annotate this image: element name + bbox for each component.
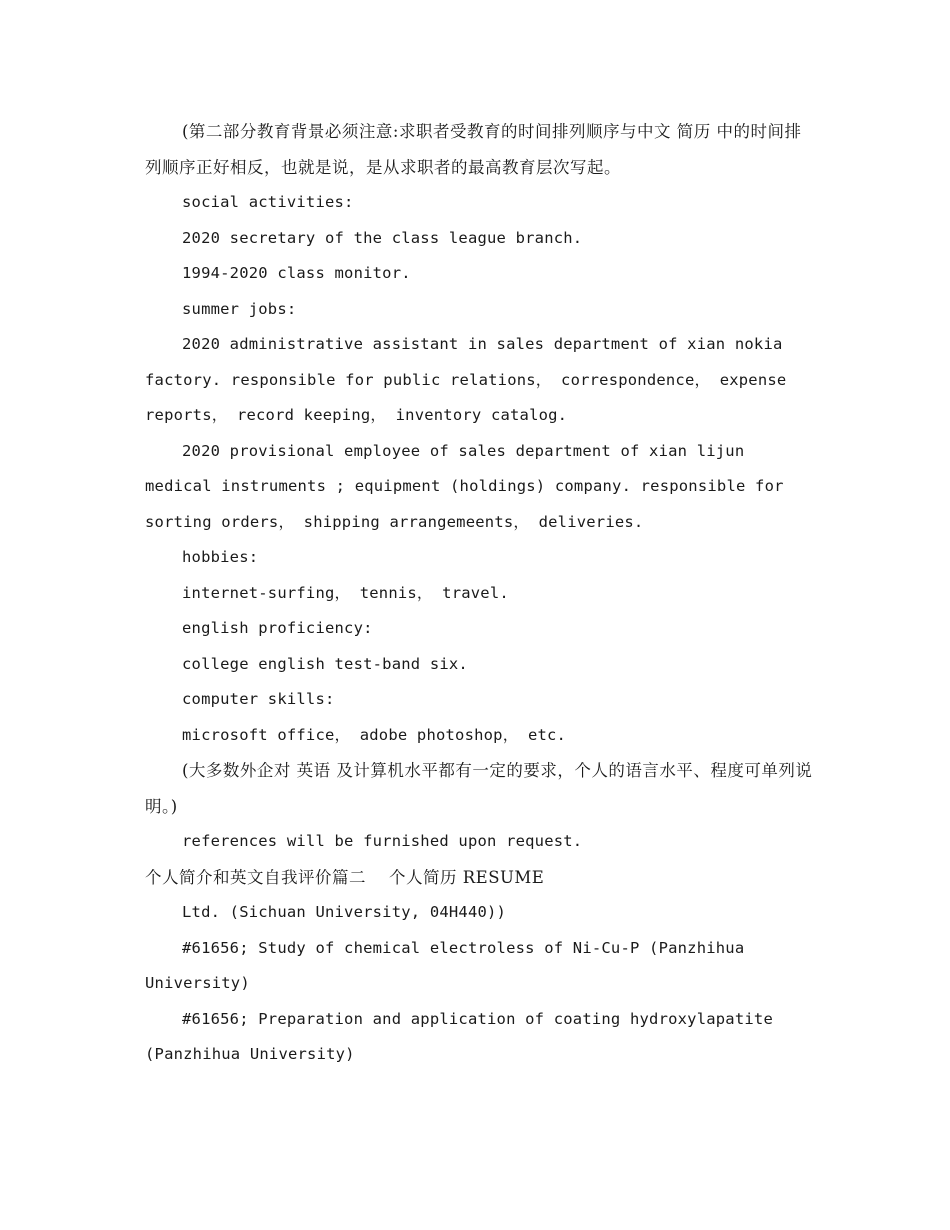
social-activity-item: 2020 secretary of the class league branch. (182, 228, 583, 247)
section-title: 个人简介和英文自我评价篇二 个人简历 RESUME (145, 867, 545, 887)
education-note: (第二部分教育背景必须注意:求职者受教育的时间排列顺序与中文 简历 中的时间排列顺序正好相反，也就是说，是从求职者的最高教育层次写起。 (145, 122, 802, 177)
social-activities-heading: social activities: (182, 193, 354, 211)
study-item: #61656; Preparation and application of coating hydroxylapatite (Panzhihua University) (145, 1009, 773, 1063)
document-page (145, 114, 815, 1073)
hobbies-heading: hobbies: (182, 548, 259, 566)
language-note: (大多数外企对 英语 及计算机水平都有一定的要求，个人的语言水平、程度可单列说明。) (145, 761, 813, 816)
english-proficiency-heading: english proficiency: (182, 619, 373, 637)
social-activity-item: 1994-2020 class monitor. (182, 264, 411, 282)
study-item: #61656; Study of chemical electroless of Ni-Cu-P (Panzhihua University) (145, 938, 745, 992)
summer-job-item: 2020 administrative assistant in sales department of xian nokia factory. responsible for public relations， correspondence， expense reports， record keeping， inventory catalog. (145, 335, 787, 424)
summer-job-item: 2020 provisional employee of sales department of xian lijun medical instruments ; equipment (holdings) company. responsible for sorting orders， shipping arrangemeents， deliveries. (145, 441, 784, 531)
hobbies-item: internet-surfing， tennis， travel. (182, 583, 509, 602)
summer-jobs-heading: summer jobs: (182, 299, 297, 318)
computer-skills-heading: computer skills: (182, 690, 335, 708)
references-line: references will be furnished upon request. (182, 832, 583, 850)
ltd-line: Ltd. (Sichuan University, 04H440)) (182, 903, 507, 921)
english-proficiency-item: college english test-band six. (182, 654, 468, 673)
computer-skills-item: microsoft office， adobe photoshop， etc. (182, 725, 567, 744)
